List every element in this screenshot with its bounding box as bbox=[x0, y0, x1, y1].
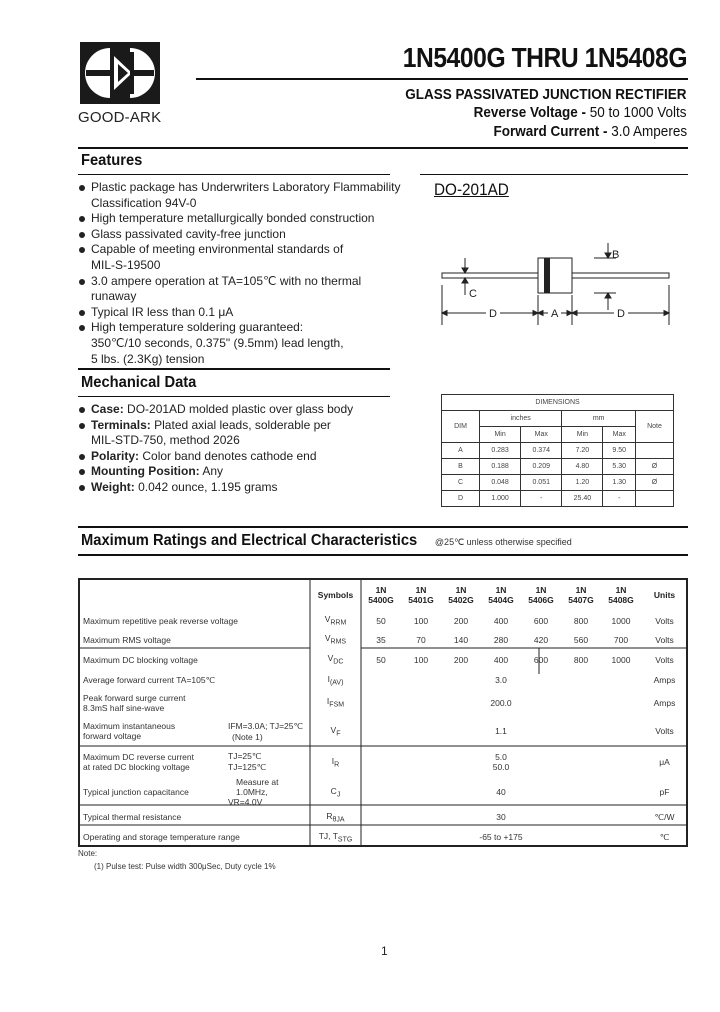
list-item: Glass passivated cavity-free junction bbox=[78, 227, 408, 243]
table-header-row bbox=[78, 579, 688, 611]
list-item: Polarity: Color band denotes cathode end bbox=[78, 449, 408, 465]
dimensions-table bbox=[441, 394, 674, 507]
part-header: 1N 5406G bbox=[528, 585, 554, 605]
list-item: Terminals: Plated axial leads, solderable per MIL-STD-750, method 2026 bbox=[78, 418, 408, 449]
ratings-heading-row bbox=[81, 532, 572, 550]
part-header: 1N 5400G bbox=[368, 585, 394, 605]
inches-header: inches bbox=[480, 411, 562, 427]
dimensions-title: DIMENSIONS bbox=[442, 395, 674, 411]
table-row: C 0.048 0.051 1.20 1.30 Ø bbox=[442, 475, 674, 491]
table-row: D 1.000 - 25.40 - bbox=[442, 491, 674, 507]
col-header: Max bbox=[521, 427, 562, 443]
col-header: Min bbox=[562, 427, 603, 443]
part-header: 1N 5404G bbox=[488, 585, 514, 605]
divider bbox=[78, 174, 390, 175]
divider bbox=[78, 554, 688, 556]
list-item: High temperature soldering guaranteed: 350℃/10 seconds, 0.375" (9.5mm) lead length, 5 lbs. (2.3Kg) tension bbox=[78, 320, 408, 367]
reverse-voltage-label: Reverse Voltage - bbox=[474, 104, 587, 121]
divider bbox=[78, 396, 390, 397]
forward-current-label: Forward Current - bbox=[493, 123, 608, 140]
ratings-heading: Maximum Ratings and Electrical Characteristics bbox=[81, 532, 418, 549]
dim-label-a: A bbox=[551, 308, 559, 320]
mechanical-list bbox=[78, 402, 408, 496]
package-outline-drawing bbox=[436, 240, 676, 325]
divider bbox=[78, 368, 390, 370]
table-row: Typical junction capacitance Measure at 1.0MHz, VR=4.0V $C_J$ 40 pF bbox=[83, 777, 670, 807]
part-header: 1N 5401G bbox=[408, 585, 434, 605]
mechanical-heading: Mechanical Data bbox=[81, 374, 197, 391]
forward-current-spec bbox=[493, 123, 687, 140]
note-heading: Note: bbox=[78, 849, 98, 858]
list-item: High temperature metallurgically bonded construction bbox=[78, 211, 408, 227]
part-header: 1N 5407G bbox=[568, 585, 594, 605]
features-heading: Features bbox=[81, 152, 143, 169]
part-header: 1N 5408G bbox=[608, 585, 634, 605]
divider bbox=[420, 174, 688, 175]
ratings-table bbox=[78, 579, 688, 847]
forward-current-value: 3.0 Amperes bbox=[611, 123, 687, 140]
table-row: Maximum DC reverse current at rated DC blocking voltage TJ=25℃ TJ=125℃ $I_R$ 5.0 50.0 μA bbox=[83, 751, 670, 772]
brand-logo bbox=[80, 42, 160, 104]
diode-logo-icon bbox=[80, 42, 160, 104]
table-row: Typical thermal resistance $R_{\theta JA}$ 30 ℃/W bbox=[83, 810, 675, 824]
list-item: Plastic package has Underwriters Laboratory Flammability Classification 94V-0 bbox=[78, 180, 408, 211]
note-text: (1) Pulse test: Pulse width 300μSec, Duty cycle 1% bbox=[94, 862, 276, 871]
table-row: Average forward current TA=105℃ $I_{(AV)}$ 3.0 Amps bbox=[83, 673, 676, 687]
list-item: Typical IR less than 0.1 μA bbox=[78, 305, 408, 321]
table-row: Maximum instantaneous forward voltage IFM=3.0A; TJ=25℃ (Note 1) $V_F$ 1.1 Volts bbox=[83, 720, 674, 742]
ratings-condition: @25℃ unless otherwise specified bbox=[434, 537, 572, 547]
divider bbox=[196, 78, 688, 80]
col-header: Min bbox=[480, 427, 521, 443]
part-header: 1N 5402G bbox=[448, 585, 474, 605]
col-header: Max bbox=[603, 427, 636, 443]
page-number: 1 bbox=[381, 944, 388, 958]
document-subtitle: GLASS PASSIVATED JUNCTION RECTIFIER bbox=[405, 86, 687, 103]
dim-label-b: B bbox=[612, 249, 620, 261]
brand-name: GOOD-ARK bbox=[78, 109, 162, 126]
list-item: 3.0 ampere operation at TA=105℃ with no thermal runaway bbox=[78, 274, 408, 305]
features-list bbox=[78, 180, 408, 367]
list-item: Capable of meeting environmental standards of MIL-S-19500 bbox=[78, 242, 408, 273]
document-title: 1N5400G THRU 1N5408G bbox=[402, 42, 687, 73]
dim-label-c: C bbox=[469, 288, 477, 300]
units-header: Units bbox=[653, 590, 676, 600]
table-row: Maximum repetitive peak reverse voltage $V_{RRM}$ 50 100 200 400 600 800 1000 Volts bbox=[83, 614, 674, 627]
list-item: Case: DO-201AD molded plastic over glass body bbox=[78, 402, 408, 418]
table-row: B 0.188 0.209 4.80 5.30 Ø bbox=[442, 459, 674, 475]
dim-header: DIM bbox=[442, 411, 480, 443]
note-header: Note bbox=[636, 411, 674, 443]
divider bbox=[78, 147, 688, 149]
dim-label-d-right: D bbox=[617, 308, 625, 320]
list-item: Mounting Position: Any bbox=[78, 464, 408, 480]
table-row: Operating and storage temperature range TJ, $T_{STG}$ -65 to +175 ℃ bbox=[83, 830, 670, 844]
cathode-band bbox=[544, 258, 550, 293]
dim-label-d-left: D bbox=[489, 308, 497, 320]
reverse-voltage-spec bbox=[474, 104, 687, 121]
reverse-voltage-value: 50 to 1000 Volts bbox=[590, 104, 687, 121]
mm-header: mm bbox=[562, 411, 636, 427]
table-row: Maximum DC blocking voltage $V_{DC}$ 50 100 200 400 600 800 1000 Volts bbox=[83, 653, 674, 666]
divider bbox=[78, 526, 688, 528]
table-row: Peak forward surge current 8.3mS half sine-wave $I_{FSM}$ 200.0 Amps bbox=[83, 692, 676, 713]
package-name: DO-201AD bbox=[434, 180, 509, 199]
list-item: Weight: 0.042 ounce, 1.195 grams bbox=[78, 480, 408, 496]
table-row: Maximum RMS voltage $V_{RMS}$ 35 70 140 280 420 560 700 Volts bbox=[83, 633, 674, 646]
table-row: A 0.283 0.374 7.20 9.50 bbox=[442, 443, 674, 459]
symbols-header: Symbols bbox=[317, 590, 354, 600]
